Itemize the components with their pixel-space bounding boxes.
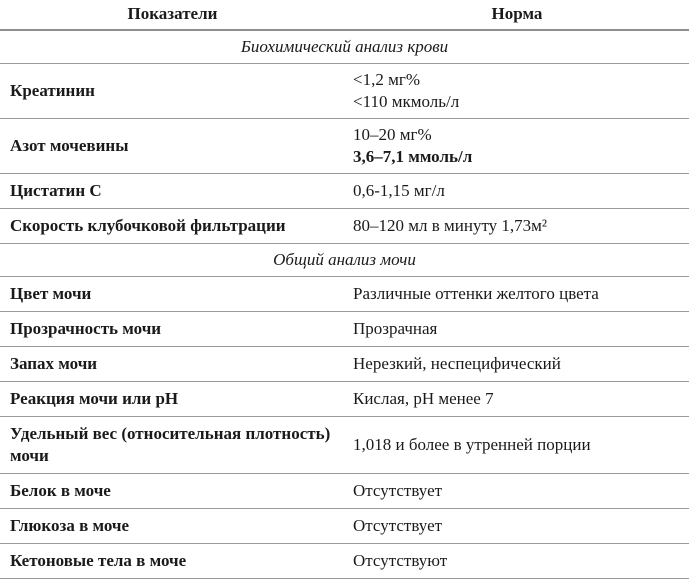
norm-value: 10–20 мг% (353, 125, 432, 144)
section-title: Общий анализ мочи (0, 244, 689, 277)
norm-cell (345, 119, 689, 174)
indicator-label: Скорость клубочковой фильтрации (0, 209, 345, 244)
table-row (0, 119, 689, 174)
norm-cell (345, 544, 689, 579)
indicator-label: Глюкоза в моче (0, 509, 345, 544)
norm-value: Различные оттенки желтого цвета (353, 284, 599, 303)
table-row (0, 417, 689, 474)
table-row (0, 382, 689, 417)
norm-cell (345, 474, 689, 509)
table-row (0, 312, 689, 347)
section-row (0, 244, 689, 277)
table-body (0, 30, 689, 579)
header-norm: Норма (345, 0, 689, 30)
table-header (0, 0, 689, 30)
indicator-label: Цвет мочи (0, 277, 345, 312)
norm-cell (345, 174, 689, 209)
norm-value: Нерезкий, неспецифический (353, 354, 561, 373)
norm-value: <1,2 мг% (353, 70, 420, 89)
table-row (0, 474, 689, 509)
indicator-label: Креатинин (0, 64, 345, 119)
indicator-label: Реакция мочи или pH (0, 382, 345, 417)
norm-cell (345, 382, 689, 417)
table-row (0, 174, 689, 209)
table-row (0, 544, 689, 579)
table-row (0, 64, 689, 119)
table-row (0, 277, 689, 312)
norm-value: Кислая, pH менее 7 (353, 389, 494, 408)
table-row (0, 209, 689, 244)
norm-value: Отсутствует (353, 516, 443, 535)
norm-value: 3,6–7,1 ммоль/л (353, 147, 473, 166)
norm-cell (345, 347, 689, 382)
norm-value: 80–120 мл в минуту 1,73м² (353, 216, 548, 235)
norm-value: Отсутствуют (353, 551, 448, 570)
indicator-label: Кетоновые тела в моче (0, 544, 345, 579)
norm-value: Прозрачная (353, 319, 438, 338)
indicator-label: Прозрачность мочи (0, 312, 345, 347)
header-indicators: Показатели (0, 0, 345, 30)
header-row (0, 0, 689, 30)
indicator-label: Белок в моче (0, 474, 345, 509)
section-row (0, 30, 689, 64)
norm-value: <110 мкмоль/л (353, 92, 460, 111)
norm-cell (345, 312, 689, 347)
norm-cell (345, 64, 689, 119)
norm-cell (345, 417, 689, 474)
indicator-label: Запах мочи (0, 347, 345, 382)
section-title: Биохимический анализ крови (0, 30, 689, 64)
norm-cell (345, 209, 689, 244)
indicator-label: Удельный вес (относительная плотность) мочи (0, 417, 345, 474)
norm-value: Отсутствует (353, 481, 443, 500)
table-row (0, 509, 689, 544)
table-row (0, 347, 689, 382)
norm-value: 1,018 и более в утренней порции (353, 435, 591, 454)
indicator-label: Цистатин С (0, 174, 345, 209)
norm-value: 0,6-1,15 мг/л (353, 181, 445, 200)
norm-cell (345, 509, 689, 544)
indicator-label: Азот мочевины (0, 119, 345, 174)
norm-cell (345, 277, 689, 312)
